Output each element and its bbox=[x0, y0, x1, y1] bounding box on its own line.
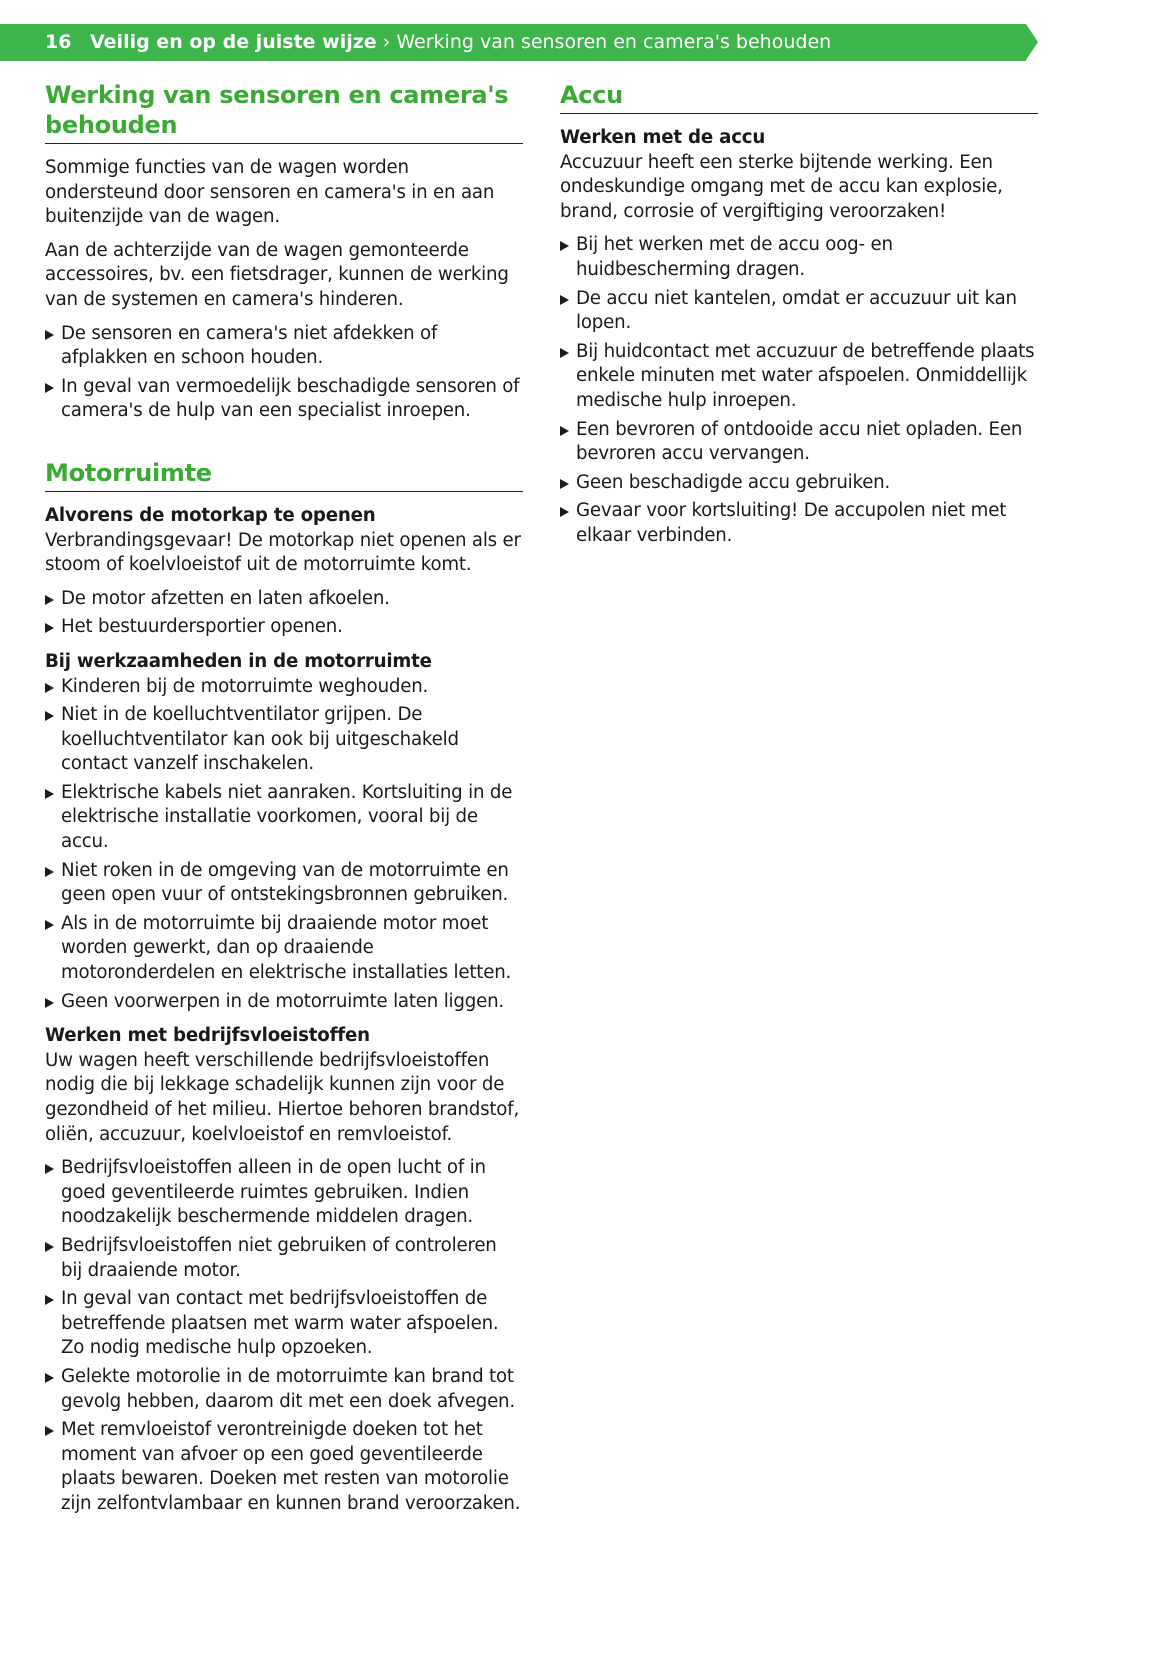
section-heading: Werking van sensoren en camera's behouden bbox=[45, 80, 523, 144]
paragraph: Verbrandingsgevaar! De motorkap niet openen als er stoom of koelvloeistof uit de motorruimte komt. bbox=[45, 529, 521, 576]
bullet-triangle-icon bbox=[560, 426, 569, 436]
list-item bbox=[45, 615, 523, 640]
list-item-text: Kinderen bij de motorruimte weghouden. bbox=[61, 675, 429, 697]
bullet-triangle-icon bbox=[45, 1242, 54, 1252]
list-item bbox=[45, 322, 523, 371]
list-item-text: Als in de motorruimte bij draaiende motor moet worden gewerkt, dan op draaiende motoronderdelen en elektrische installaties letten. bbox=[61, 912, 512, 984]
list-item bbox=[45, 1365, 523, 1414]
left-column bbox=[45, 80, 523, 1551]
list-item bbox=[560, 340, 1038, 414]
paragraph: Accuzuur heeft een sterke bijtende werking. Een ondeskundige omgang met de accu kan explosie, brand, corrosie of vergiftiging veroorzaken! bbox=[560, 151, 1003, 222]
bullet-triangle-icon bbox=[45, 330, 54, 340]
list-item-text: Bij het werken met de accu oog- en huidbescherming dragen. bbox=[576, 234, 893, 280]
section bbox=[45, 458, 523, 1517]
list-item-text: Bedrijfsvloeistoffen niet gebruiken of controleren bij draaiende motor. bbox=[61, 1234, 497, 1281]
list-item bbox=[45, 675, 523, 700]
bullet-triangle-icon bbox=[45, 683, 54, 693]
list-item-text: Het bestuurdersportier openen. bbox=[61, 616, 343, 638]
paragraph: Uw wagen heeft verschillende bedrijfsvloeistoffen nodig die bij lekkage schadelijk kunnen zijn voor de gezondheid of het milieu. Hiertoe behoren brandstof, oliën, accuzuur, koelvloeistof en remvloeistof. bbox=[45, 1049, 520, 1145]
bullet-triangle-icon bbox=[45, 711, 54, 721]
subheading: Werken met de accu bbox=[560, 127, 766, 148]
bullet-triangle-icon bbox=[45, 1373, 54, 1383]
list-item-text: In geval van vermoedelijk beschadigde sensoren of camera's de hulp van een specialist inroepen. bbox=[61, 375, 520, 422]
list-item bbox=[45, 990, 523, 1015]
bullet-triangle-icon bbox=[45, 1295, 54, 1305]
breadcrumb-section: Werking van sensoren en camera's behouden bbox=[396, 31, 832, 53]
page-number: 16 bbox=[45, 31, 72, 53]
breadcrumb-separator: › bbox=[376, 31, 397, 53]
list-item-text: Elektrische kabels niet aanraken. Kortsluiting in de elektrische installatie voorkomen, vooral bij de accu. bbox=[61, 781, 513, 853]
list-item-text: Gelekte motorolie in de motorruimte kan brand tot gevolg hebben, daarom dit met een doek afvegen. bbox=[61, 1365, 515, 1412]
bullet-triangle-icon bbox=[45, 383, 54, 393]
list-item bbox=[45, 1234, 523, 1283]
list-item bbox=[45, 912, 523, 986]
bullet-list bbox=[45, 587, 523, 640]
list-item bbox=[45, 1418, 523, 1516]
list-item-text: In geval van contact met bedrijfsvloeistoffen de betreffende plaatsen met warm water afspoelen. Zo nodig medische hulp opzoeken. bbox=[61, 1288, 499, 1359]
bullet-triangle-icon bbox=[560, 479, 569, 489]
section-heading: Motorruimte bbox=[45, 458, 523, 492]
list-item-text: Met remvloeistof verontreinigde doeken tot het moment van afvoer op een goed geventileerde plaats bewaren. Doeken met resten van motorolie zijn zelfontvlambaar en kunnen brand veroorzaken. bbox=[61, 1419, 521, 1514]
bullet-triangle-icon bbox=[560, 507, 569, 517]
paragraph: Aan de achterzijde van de wagen gemonteerde accessoires, bv. een fietsdrager, kunnen de werking van de systemen en camera's hinderen. bbox=[45, 239, 509, 310]
list-item-text: Niet in de koelluchtventilator grijpen. De koelluchtventilator kan ook bij uitgeschakeld contact vanzelf inschakelen. bbox=[61, 704, 459, 775]
list-item-text: De motor afzetten en laten afkoelen. bbox=[61, 587, 390, 609]
bullet-triangle-icon bbox=[45, 1164, 54, 1174]
list-item bbox=[560, 418, 1038, 467]
right-column bbox=[560, 80, 1038, 583]
bullet-list bbox=[45, 675, 523, 1015]
bullet-list bbox=[45, 322, 523, 424]
list-item-text: Bij huidcontact met accuzuur de betreffende plaats enkele minuten met water afspoelen. Onmiddellijk medische hulp inroepen. bbox=[576, 340, 1035, 411]
list-item bbox=[45, 703, 523, 777]
bullet-triangle-icon bbox=[45, 789, 54, 799]
list-item bbox=[45, 1156, 523, 1230]
subheading: Bij werkzaamheden in de motorruimte bbox=[45, 650, 432, 672]
bullet-list bbox=[45, 1156, 523, 1516]
list-item-text: De accu niet kantelen, omdat er accuzuur uit kan lopen. bbox=[576, 287, 1017, 334]
bullet-list bbox=[560, 233, 1038, 548]
bullet-triangle-icon bbox=[45, 867, 54, 877]
list-item bbox=[560, 499, 1038, 548]
list-item bbox=[45, 1287, 523, 1361]
bullet-triangle-icon bbox=[560, 295, 569, 305]
paragraph: Sommige functies van de wagen worden ondersteund door sensoren en camera's in en aan buitenzijde van de wagen. bbox=[45, 157, 495, 228]
list-item bbox=[45, 781, 523, 855]
list-item-text: Gevaar voor kortsluiting! De accupolen niet met elkaar verbinden. bbox=[576, 500, 1007, 546]
list-item bbox=[45, 375, 523, 424]
list-item-text: Geen voorwerpen in de motorruimte laten liggen. bbox=[61, 990, 504, 1012]
list-item-text: Een bevroren of ontdooide accu niet opladen. Een bevroren accu vervangen. bbox=[576, 418, 1023, 465]
header-banner bbox=[0, 24, 1026, 61]
breadcrumb bbox=[90, 24, 831, 61]
bullet-triangle-icon bbox=[45, 595, 54, 605]
section-heading: Accu bbox=[560, 80, 1038, 114]
bullet-triangle-icon bbox=[45, 623, 54, 633]
bullet-triangle-icon bbox=[45, 1426, 54, 1436]
list-item bbox=[45, 859, 523, 908]
list-item bbox=[45, 587, 523, 612]
list-item bbox=[560, 471, 1038, 496]
subheading: Alvorens de motorkap te openen bbox=[45, 504, 376, 526]
breadcrumb-chapter: Veilig en op de juiste wijze bbox=[90, 31, 377, 53]
list-item-text: Geen beschadigde accu gebruiken. bbox=[576, 471, 891, 493]
list-item-text: Niet roken in de omgeving van de motorruimte en geen open vuur of ontstekingsbronnen gebruiken. bbox=[61, 859, 509, 906]
list-item bbox=[560, 287, 1038, 336]
section bbox=[45, 80, 523, 424]
bullet-triangle-icon bbox=[45, 920, 54, 930]
list-item-text: De sensoren en camera's niet afdekken of afplakken en schoon houden. bbox=[61, 322, 438, 369]
bullet-triangle-icon bbox=[45, 998, 54, 1008]
bullet-triangle-icon bbox=[560, 241, 569, 251]
section bbox=[560, 80, 1038, 549]
subheading: Werken met bedrijfsvloeistoffen bbox=[45, 1025, 370, 1047]
list-item bbox=[560, 233, 1038, 282]
list-item-text: Bedrijfsvloeistoffen alleen in de open lucht of in goed geventileerde ruimtes gebruiken. Indien noodzakelijk beschermende middelen dragen. bbox=[61, 1157, 486, 1228]
bullet-triangle-icon bbox=[560, 348, 569, 358]
